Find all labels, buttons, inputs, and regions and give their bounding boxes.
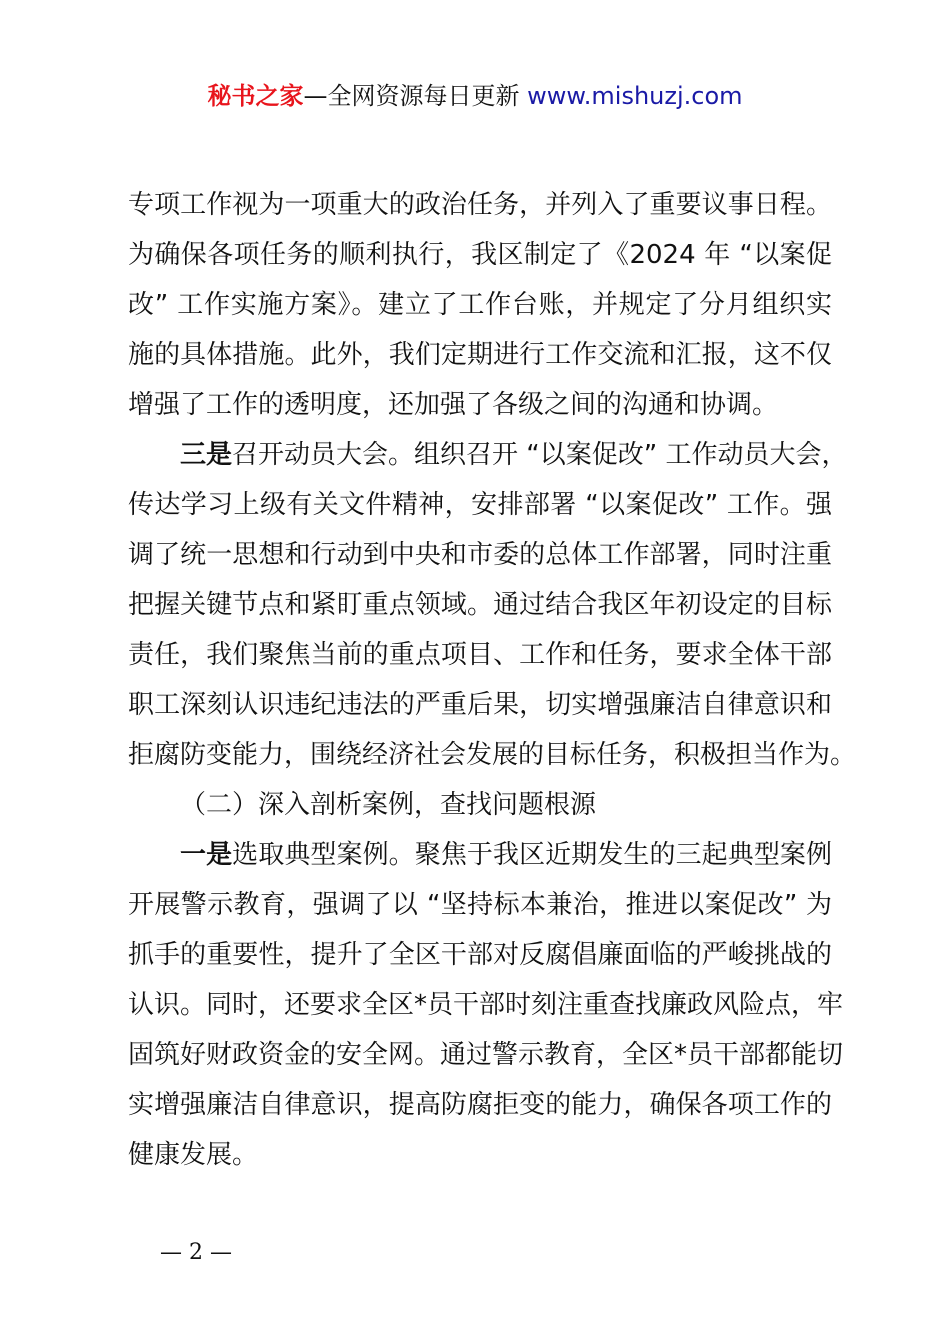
paragraph-2-line-1-text: 召开动员大会。组织召开 “以案促改” 工作动员大会，	[232, 440, 848, 470]
paragraph-3-line-2: 开展警示教育，强调了以 “坚持标本兼治，推进以案促改” 为	[128, 890, 832, 920]
paragraph-1-line-4: 施的具体措施。此外，我们定期进行工作交流和汇报，这不仅	[128, 340, 832, 370]
paragraph-2-line-6: 职工深刻认识违纪违法的严重后果，切实增强廉洁自律意识和	[128, 690, 832, 720]
paragraph-3-lead: 一是	[180, 840, 233, 870]
paragraph-2-line-2: 传达学习上级有关文件精神，安排部署 “以案促改” 工作。强	[128, 490, 832, 520]
site-brand: 秘书之家	[207, 82, 304, 110]
paragraph-2-lead: 三是	[180, 440, 233, 470]
site-header	[0, 80, 950, 112]
paragraph-2-line-7: 拒腐防变能力，围绕经济社会发展的目标任务，积极担当作为。	[128, 740, 857, 770]
paragraph-2-line-1	[128, 430, 848, 480]
section-heading: （二）深入剖析案例，查找问题根源	[180, 790, 597, 820]
site-url-link[interactable]: www.mishuzj.com	[527, 82, 743, 110]
site-tagline: —全网资源每日更新	[303, 82, 528, 110]
paragraph-2-line-3: 调了统一思想和行动到中央和市委的总体工作部署，同时注重	[128, 540, 832, 570]
paragraph-3-line-5: 固筑好财政资金的安全网。通过警示教育，全区*员干部都能切	[128, 1040, 844, 1070]
paragraph-3-line-7: 健康发展。	[128, 1140, 259, 1170]
paragraph-3-line-3: 抓手的重要性，提升了全区干部对反腐倡廉面临的严峻挑战的	[128, 940, 832, 970]
paragraph-3-line-4: 认识。同时，还要求全区*员干部时刻注重查找廉政风险点，牢	[128, 990, 844, 1020]
paragraph-3-line-1	[128, 830, 832, 880]
paragraph-3-line-6: 实增强廉洁自律意识，提高防腐拒变的能力，确保各项工作的	[128, 1090, 832, 1120]
paragraph-1-line-1: 专项工作视为一项重大的政治任务，并列入了重要议事日程。	[128, 190, 832, 220]
page-number: — 2 —	[160, 1240, 232, 1265]
paragraph-1-line-3: 改” 工作实施方案》。建立了工作台账，并规定了分月组织实	[128, 290, 832, 320]
paragraph-2-line-5: 责任，我们聚焦当前的重点项目、工作和任务，要求全体干部	[128, 640, 832, 670]
paragraph-1-line-2: 为确保各项任务的顺利执行，我区制定了《2024 年 “以案促	[128, 240, 832, 270]
paragraph-3-line-1-text: 选取典型案例。聚焦于我区近期发生的三起典型案例	[232, 840, 832, 870]
document-body	[128, 180, 857, 1180]
paragraph-1-line-5: 增强了工作的透明度，还加强了各级之间的沟通和协调。	[128, 390, 779, 420]
paragraph-2-line-4: 把握关键节点和紧盯重点领域。通过结合我区年初设定的目标	[128, 590, 832, 620]
